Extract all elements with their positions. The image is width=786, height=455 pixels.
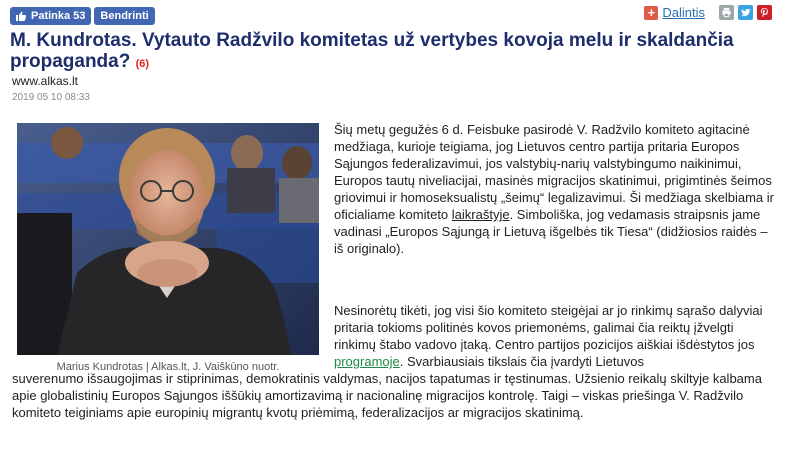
article-paragraph-3: suverenumo išsaugojimas ir stiprinimas, demokratinis valdymas, nacijos tapatumas ir tęstinumas. Užsienio reikalų skiltyje kalbama apie globalistinių Europos Sąjungos iššūkių amortizavimą ir nacionalinę migracijos kontrolę. Taigi – viskas priešinga V. Radžvilo komiteto teiginiams apie europinių migrantų kvotų priėmimą, federalizacijos ar migracijos skatinimą. <box>12 371 762 420</box>
pinterest-icon[interactable] <box>757 5 772 20</box>
article-title-text: M. Kundrotas. Vytauto Radžvilo komitetas už vertybes kovoja melu ir skaldančia propaganda? <box>10 30 734 72</box>
paragraph-1-text-b: . Simboliška, jog vedamasis straipsnis jame vadinasi „Europos Sąjungą ir Lietuvą išgelbės tik Tiesa“ (didžiosios raidės – iš originalo). <box>334 207 768 256</box>
like-count-label: Patinka 53 <box>31 10 86 22</box>
share-area <box>644 5 772 20</box>
share-link[interactable]: Dalintis <box>662 5 705 20</box>
social-toolbar <box>10 7 155 25</box>
facebook-share-button[interactable] <box>94 7 154 25</box>
twitter-icon[interactable] <box>738 5 753 20</box>
newspaper-link[interactable]: laikraštyje <box>451 207 510 222</box>
program-link[interactable]: programoje <box>334 354 400 369</box>
portrait-illustration <box>17 123 319 355</box>
article-paragraph-1 <box>334 121 779 257</box>
paragraph-2-text-b: . Svarbiausiais tikslais čia įvardyti Lietuvos <box>399 354 644 369</box>
photo-caption: Marius Kundrotas | Alkas.lt, J. Vaiškūno nuotr. <box>56 361 280 373</box>
plus-icon[interactable]: + <box>644 6 658 20</box>
article-source: www.alkas.lt <box>12 74 79 88</box>
paragraph-2-text-a: Nesinorėtų tikėti, jog visi šio komiteto steigėjai ar jo rinkimų sąrašo dalyviai pritaria tokioms politinės kovos priemonėms, galimai čia reiktų įžvelgti rinkimų štabo vadovo įtaką. Centro partijos pozicijos aiškiai išdėstytos jos <box>334 303 763 352</box>
article-date: 2019 05 10 08:33 <box>12 92 90 103</box>
article-paragraph-2 <box>334 302 779 370</box>
share-button-label: Bendrinti <box>100 10 149 22</box>
print-icon[interactable] <box>719 5 734 20</box>
thumbs-up-icon <box>15 10 27 22</box>
comments-count[interactable]: (6) <box>135 58 150 70</box>
article-title <box>10 30 780 75</box>
author-photo <box>17 123 319 355</box>
facebook-like-button[interactable] <box>10 7 91 25</box>
paragraph-1-text-a: Šių metų gegužės 6 d. Feisbuke pasirodė V. Radžvilo komiteto agitacinė medžiaga, kurioje teigiama, jog Lietuvos centro partija pritaria Europos Sąjungos federalizavimui, jos valstybių-narių valstybingumo naikinimui, Europos tautų niveliacijai, masinės migracijos skatinimui, prigimtinės šeimos griovimui ir homoseksualistų „šeimų“ legalizavimui. Ši medžiaga skelbiama ir oficialiame komiteto <box>334 122 774 222</box>
